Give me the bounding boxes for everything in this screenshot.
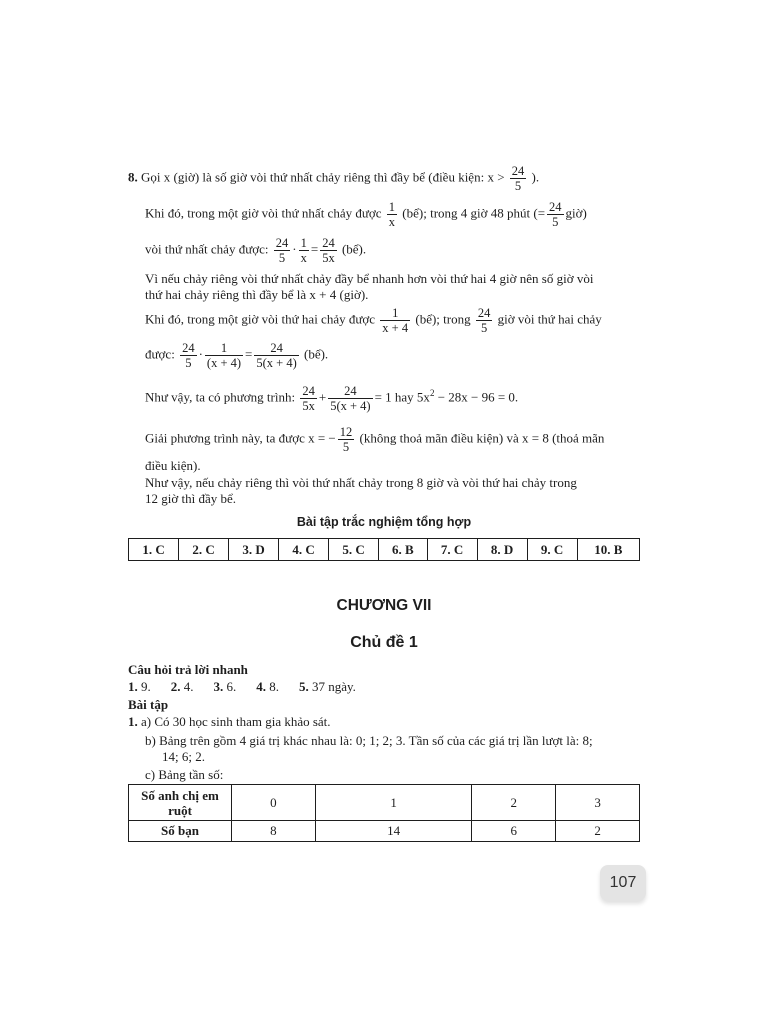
quiz-answer-cell: 6. B (379, 539, 427, 561)
problem8-line9: Giải phương trình này, ta được x = − $\frac{12}{5}$ (không thoả mãn điều kiện) và x = 8 (thoả mãn (145, 425, 605, 454)
problem8-line6: Khi đó, trong một giờ vòi thứ hai chảy được $\frac{1}{x + 4}$ (bể); trong $\frac{24}{5}$ giờ vòi thứ hai chảy (145, 306, 602, 335)
chapter-title: CHƯƠNG VII (336, 597, 432, 614)
quick-answer-item: 5. 37 ngày. (299, 679, 356, 694)
fraction: $\frac{24}{5}$ (275, 236, 289, 265)
fraction: $\frac{1}{x}$ (388, 200, 396, 229)
quiz-answer-cell: 4. C (279, 539, 329, 561)
quiz-answer-cell: 7. C (427, 539, 477, 561)
table-row (129, 821, 640, 842)
exercise-heading: Bài tập (128, 697, 169, 712)
exercise-c: c) Bảng tần số: (145, 767, 224, 782)
problem-number: 8. (128, 169, 138, 185)
problem8-line12: 12 giờ thì đầy bể. (145, 491, 236, 506)
problem8-line11: Như vậy, nếu chảy riêng thì vòi thứ nhất chảy trong 8 giờ và vòi thứ hai chảy trong (145, 475, 577, 490)
quick-answer-item: 1. 9. (128, 679, 151, 694)
exercise-a: 1. a) Có 30 học sinh tham gia khảo sát. (128, 714, 331, 729)
page-number: 107 (600, 865, 646, 901)
quiz-answer-cell: 5. C (329, 539, 379, 561)
quick-answer-item: 2. 4. (170, 679, 194, 694)
fraction: $\frac{24}{5x}$ (302, 384, 315, 413)
problem8-line3: vòi thứ nhất chảy được: $\frac{24}{5}$ · $\frac{1}{x}$ = $\frac{24}{5x}$ (bể). (145, 236, 367, 265)
problem8-line5: thứ hai chảy riêng thì đầy bể là x + 4 (giờ). (145, 287, 369, 302)
fraction: $\frac{24}{5x}$ (322, 236, 335, 265)
table-cell: 14 (315, 821, 471, 842)
quick-answer-item: 3. 6. (213, 679, 237, 694)
table-row (129, 539, 640, 561)
problem8-line4: Vì nếu chảy riêng vòi thứ nhất chảy đầy bể nhanh hơn vòi thứ hai 4 giờ nên số giờ vòi (145, 271, 594, 286)
topic-title: Chủ đề 1 (350, 634, 418, 651)
fraction: $\frac{24}{5(x + 4)}$ (256, 341, 297, 370)
quick-answers (128, 679, 376, 695)
fraction: $\frac{12}{5}$ (339, 425, 353, 454)
table-header-cell: Số bạn (129, 821, 232, 842)
problem8-line2: Khi đó, trong một giờ vòi thứ nhất chảy được $\frac{1}{x}$ (bể); trong 4 giờ 48 phút (= $\frac{24}{5}$ giờ) (145, 200, 587, 229)
fraction: $\frac{24}{5(x + 4)}$ (330, 384, 371, 413)
problem8-line10: điều kiện). (145, 458, 201, 473)
table-cell: 8 (232, 821, 316, 842)
problem8-line7: được: $\frac{24}{5}$ · $\frac{1}{(x + 4)}$ = $\frac{24}{5(x + 4)}$ (bể). (145, 341, 329, 370)
fraction: $\frac{24}{5}$ (511, 164, 525, 193)
quick-answer-item: 4. 8. (256, 679, 279, 694)
fraction: $\frac{1}{x}$ (300, 236, 307, 265)
table-header-cell: Số anh chị em ruột (129, 785, 232, 821)
table-cell: 3 (556, 785, 640, 821)
table-row (129, 785, 640, 821)
table-cell: 2 (472, 785, 556, 821)
table-cell: 6 (472, 821, 556, 842)
fraction: $\frac{24}{5}$ (182, 341, 195, 370)
quick-heading: Câu hỏi trả lời nhanh (128, 662, 248, 677)
quiz-answer-cell: 8. D (477, 539, 527, 561)
problem8-line1: 8. Gọi x (giờ) là số giờ vòi thứ nhất chảy riêng thì đầy bể (điều kiện: x > $\frac{24}{5}$ ). (128, 164, 540, 193)
quiz-answer-cell: 10. B (577, 539, 639, 561)
quiz-answer-table (128, 538, 640, 561)
exercise-b-line2: 14; 6; 2. (162, 749, 205, 764)
table-cell: 2 (556, 821, 640, 842)
quiz-answer-cell: 9. C (527, 539, 577, 561)
quiz-answer-cell: 1. C (129, 539, 179, 561)
quiz-answer-cell: 3. D (229, 539, 279, 561)
table-cell: 1 (315, 785, 471, 821)
quiz-title: Bài tập trắc nghiệm tổng hợp (296, 515, 472, 529)
table-cell: 0 (232, 785, 316, 821)
fraction: $\frac{1}{x + 4}$ (382, 306, 409, 335)
exercise-b-line1: b) Bảng trên gồm 4 giá trị khác nhau là: 0; 1; 2; 3. Tần số của các giá trị lần lượt là: 8; (145, 733, 593, 748)
frequency-table (128, 784, 640, 842)
fraction: $\frac{24}{5}$ (477, 306, 491, 335)
fraction: $\frac{24}{5}$ (549, 200, 562, 229)
fraction: $\frac{1}{(x + 4)}$ (206, 341, 242, 370)
problem8-line8: Như vậy, ta có phương trình: $\frac{24}{5x}$ + $\frac{24}{5(x + 4)}$ = 1 hay $5x^2 - 28x - 96 = 0$. (145, 384, 519, 413)
quiz-answer-cell: 2. C (179, 539, 229, 561)
